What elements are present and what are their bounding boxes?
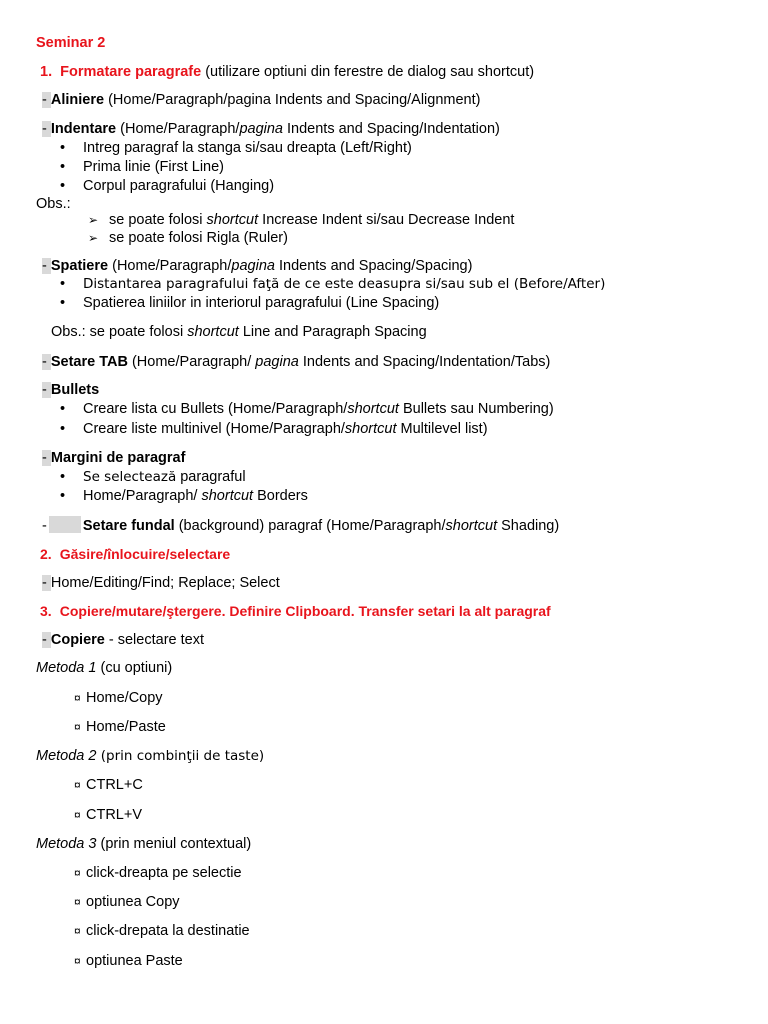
arrow-bullet-icon: ➢ — [88, 213, 99, 227]
metoda-1-label: Metoda 1 (cu optiuni) — [36, 660, 173, 676]
document-page: Seminar 2 1. Formatare paragrafe (utilizare optiuni din ferestre de dialog sau shortcut) - Aliniere (Home/Paragraph/pagina Indents and Spacing/Alignment) - Indentare (Home/Paragraph/pagina Indents and Spacing/Indentation) • Intreg paragraf la stanga si/sau dreapta (Left/Right) • Prima linie (First Line) • Corpul paragrafului (Hanging) Obs.: ➢ se poate folosi shortcut Increase Indent si/sau Decrease Indent ➢ se poate folosi Rigla (Ruler) - Spatiere (Home/Paragraph/pagina Indents and Spacing/Spacing) • Distantarea paragrafului faţă de ce este deasupra si/sau sub el (Before/After) • Spatierea liniilor in interiorul paragrafului (Line Spacing) Obs.: se poate folosi shortcut Line and Paragraph Spacing - Setare TAB (Home/Paragraph/ pagina Indents and Spacing/Indentation/Tabs) - Bullets • Creare lista cu Bullets (Home/Paragraph/shortcut Bullets sau Numbering) • Creare liste multinivel (Home/Paragraph/shortcut Multilevel list) - Margini de paragraf • Se selectează paragraful • Home/Paragraph/ shortcut Borders - Setare fundal (background) paragraf (Home/Paragraph/shortcut Shading) 2. Găsire/înlocuire/selectare - Home/Editing/Find; Replace; Select 3. Copiere/mutare/ştergere. Definire Clipboard. Transfer setari la alt paragraf - Copiere - selectare text Metoda 1 (cu optiuni) ¤ Home/Copy ¤ Home/Paste Metoda 2 (prin combinţii de taste) ¤ CTRL+C ¤ CTRL+V Metoda 3 (prin meniul contextual) ¤ click-dreapta pe selectie ¤ optiunea Copy ¤ click-drepata la destinatie ¤ optiunea Paste — [36, 35, 606, 969]
spatiere-obs: Obs.: se poate folosi shortcut Line and Paragraph Spacing — [51, 324, 427, 340]
currency-bullet-icon: ¤ — [74, 924, 81, 938]
bullet-icon: • — [60, 276, 66, 292]
currency-bullet-icon: ¤ — [74, 691, 81, 705]
currency-bullet-icon: ¤ — [74, 778, 81, 792]
bullet-icon: • — [60, 178, 66, 194]
currency-bullet-icon: ¤ — [74, 895, 81, 909]
currency-bullet-icon: ¤ — [74, 808, 81, 822]
metoda-3-label: Metoda 3 (prin meniul contextual) — [36, 836, 252, 852]
section-3-heading: 3. Copiere/mutare/ştergere. Definire Clipboard. Transfer setari la alt paragraf — [40, 603, 551, 619]
bullet-icon: • — [60, 488, 66, 504]
editing-line: - Home/Editing/Find; Replace; Select — [42, 575, 280, 591]
section-2-heading: 2. Găsire/înlocuire/selectare — [40, 546, 231, 562]
spatiere-line: - Spatiere (Home/Paragraph/pagina Indents and Spacing/Spacing) — [42, 258, 473, 274]
metoda-2-label: Metoda 2 (prin combinţii de taste) — [36, 748, 265, 764]
margini-line: - Margini de paragraf — [42, 450, 186, 466]
aliniere-line: - Aliniere (Home/Paragraph/pagina Indents and Spacing/Alignment) — [42, 92, 481, 108]
fundal-line: - Setare fundal (background) paragraf (Home/Paragraph/shortcut Shading) — [42, 518, 560, 534]
obs-label: Obs.: — [36, 196, 71, 212]
currency-bullet-icon: ¤ — [74, 720, 81, 734]
section-1-heading: 1. Formatare paragrafe (utilizare optiuni din ferestre de dialog sau shortcut) — [40, 64, 535, 80]
bullets-line: - Bullets — [42, 382, 100, 398]
shading-highlight — [49, 516, 81, 533]
bullet-icon: • — [60, 469, 66, 485]
tab-line: - Setare TAB (Home/Paragraph/ pagina Indents and Spacing/Indentation/Tabs) — [42, 354, 551, 370]
indentare-line: - Indentare (Home/Paragraph/pagina Indents and Spacing/Indentation) — [42, 121, 500, 137]
arrow-bullet-icon: ➢ — [88, 231, 99, 245]
currency-bullet-icon: ¤ — [74, 866, 81, 880]
copiere-line: - Copiere - selectare text — [42, 632, 204, 648]
bullet-icon: • — [60, 140, 66, 156]
currency-bullet-icon: ¤ — [74, 954, 81, 968]
bullet-icon: • — [60, 421, 66, 437]
bullet-icon: • — [60, 401, 66, 417]
bullet-icon: • — [60, 159, 66, 175]
bullet-icon: • — [60, 295, 66, 311]
page-title: Seminar 2 — [36, 35, 106, 51]
